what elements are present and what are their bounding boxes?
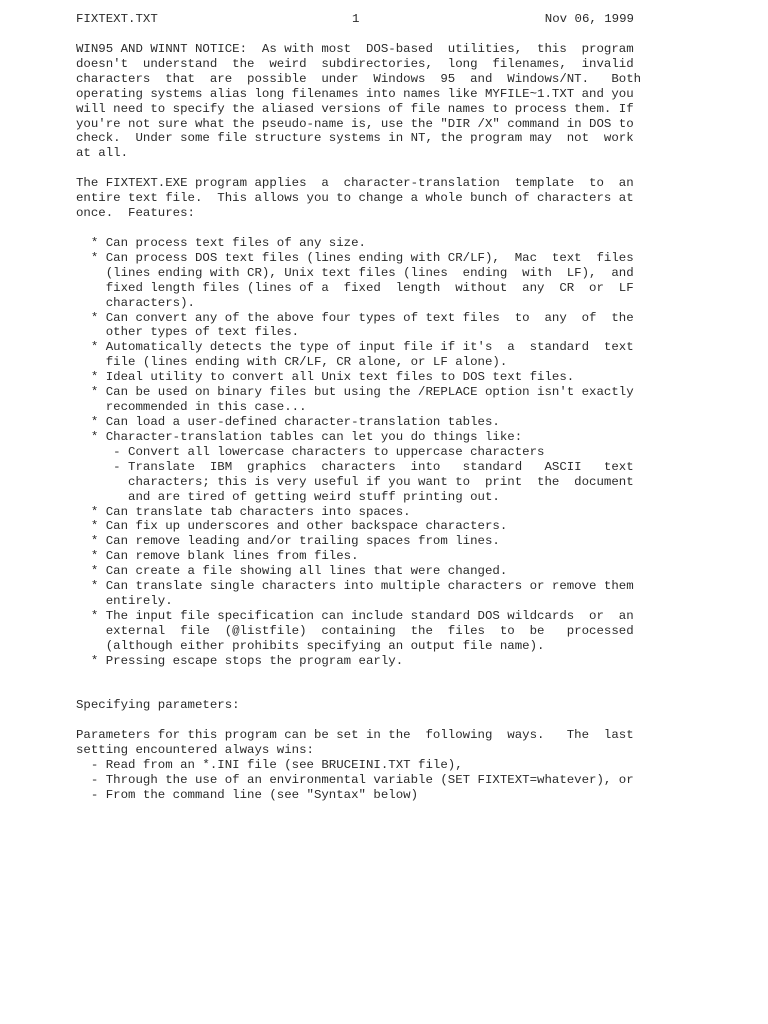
text-line: * Can process DOS text files (lines ending with CR/LF), Mac text files [76, 250, 634, 265]
blank-line [76, 221, 636, 236]
text-line: fixed length files (lines of a fixed length without any CR or LF [76, 280, 634, 295]
text-line: characters; this is very useful if you want to print the document [76, 474, 634, 489]
text-line: * The input file specification can include standard DOS wildcards or an [76, 608, 634, 623]
header-page-number: 1 [352, 12, 360, 26]
text-line: recommended in this case... [76, 400, 307, 415]
document-page [76, 12, 642, 803]
text-line: - Through the use of an environmental variable (SET FIXTEXT=whatever), or [76, 773, 634, 788]
text-line: - Convert all lowercase characters to uppercase characters [76, 444, 545, 459]
blank-line [76, 27, 636, 42]
text-line: doesn't understand the weird subdirectories, long filenames, invalid [76, 56, 634, 71]
text-line: entire text file. This allows you to change a whole bunch of characters at [76, 191, 634, 206]
text-line: * Ideal utility to convert all Unix text files to DOS text files. [76, 370, 575, 385]
text-line: * Can be used on binary files but using the /REPLACE option isn't exactly [76, 385, 634, 400]
text-line: characters that are possible under Windows 95 and Windows/NT. Both [76, 71, 642, 86]
text-line: * Can process text files of any size. [76, 235, 366, 250]
blank-line [76, 161, 636, 176]
text-line: Parameters for this program can be set in the following ways. The last [76, 728, 634, 743]
header-filename: FIXTEXT.TXT [76, 12, 158, 26]
text-line: * Character-translation tables can let you do things like: [76, 429, 523, 444]
blank-line [76, 669, 636, 684]
text-line: * Automatically detects the type of input file if it's a standard text [76, 340, 634, 355]
blank-line [76, 684, 636, 699]
text-line: check. Under some file structure systems in NT, the program may not work [76, 131, 634, 146]
text-line: - Read from an *.INI file (see BRUCEINI.TXT file), [76, 758, 463, 773]
header-date: Nov 06, 1999 [544, 12, 634, 26]
text-line: entirely. [76, 594, 173, 609]
text-line: * Can remove blank lines from files. [76, 549, 359, 564]
text-line: - From the command line (see "Syntax" below) [76, 788, 419, 803]
text-line: once. Features: [76, 206, 195, 221]
text-line: will need to specify the aliased versions of file names to process them. If [76, 101, 634, 116]
text-line: * Can translate single characters into multiple characters or remove them [76, 579, 634, 594]
text-line: * Can translate tab characters into spaces. [76, 504, 411, 519]
text-line: * Can load a user-defined character-translation tables. [76, 414, 500, 429]
text-line: at all. [76, 146, 129, 161]
text-line: external file (@listfile) containing the files to be processed [76, 623, 634, 638]
text-line: * Can create a file showing all lines that were changed. [76, 564, 508, 579]
text-line: setting encountered always wins: [76, 743, 314, 758]
text-line: you're not sure what the pseudo-name is, use the "DIR /X" command in DOS to [76, 116, 634, 131]
text-line: (lines ending with CR), Unix text files (lines ending with LF), and [76, 265, 634, 280]
blank-line [76, 713, 636, 728]
text-line: * Can remove leading and/or trailing spaces from lines. [76, 534, 500, 549]
text-line: Specifying parameters: [76, 698, 240, 713]
document-body [76, 27, 642, 803]
text-line: WIN95 AND WINNT NOTICE: As with most DOS-based utilities, this program [76, 41, 634, 56]
text-line: and are tired of getting weird stuff printing out. [76, 489, 500, 504]
text-line: The FIXTEXT.EXE program applies a character-translation template to an [76, 176, 634, 191]
text-line: * Can convert any of the above four types of text files to any of the [76, 310, 634, 325]
text-line: * Pressing escape stops the program early. [76, 653, 404, 668]
text-line: file (lines ending with CR/LF, CR alone, or LF alone). [76, 355, 508, 370]
text-line: * Can fix up underscores and other backspace characters. [76, 519, 508, 534]
text-line: operating systems alias long filenames into names like MYFILE~1.TXT and you [76, 86, 634, 101]
text-line: (although either prohibits specifying an output file name). [76, 638, 545, 653]
text-line: - Translate IBM graphics characters into standard ASCII text [76, 459, 634, 474]
text-line: characters). [76, 295, 195, 310]
page-header [76, 12, 636, 27]
text-line: other types of text files. [76, 325, 300, 340]
